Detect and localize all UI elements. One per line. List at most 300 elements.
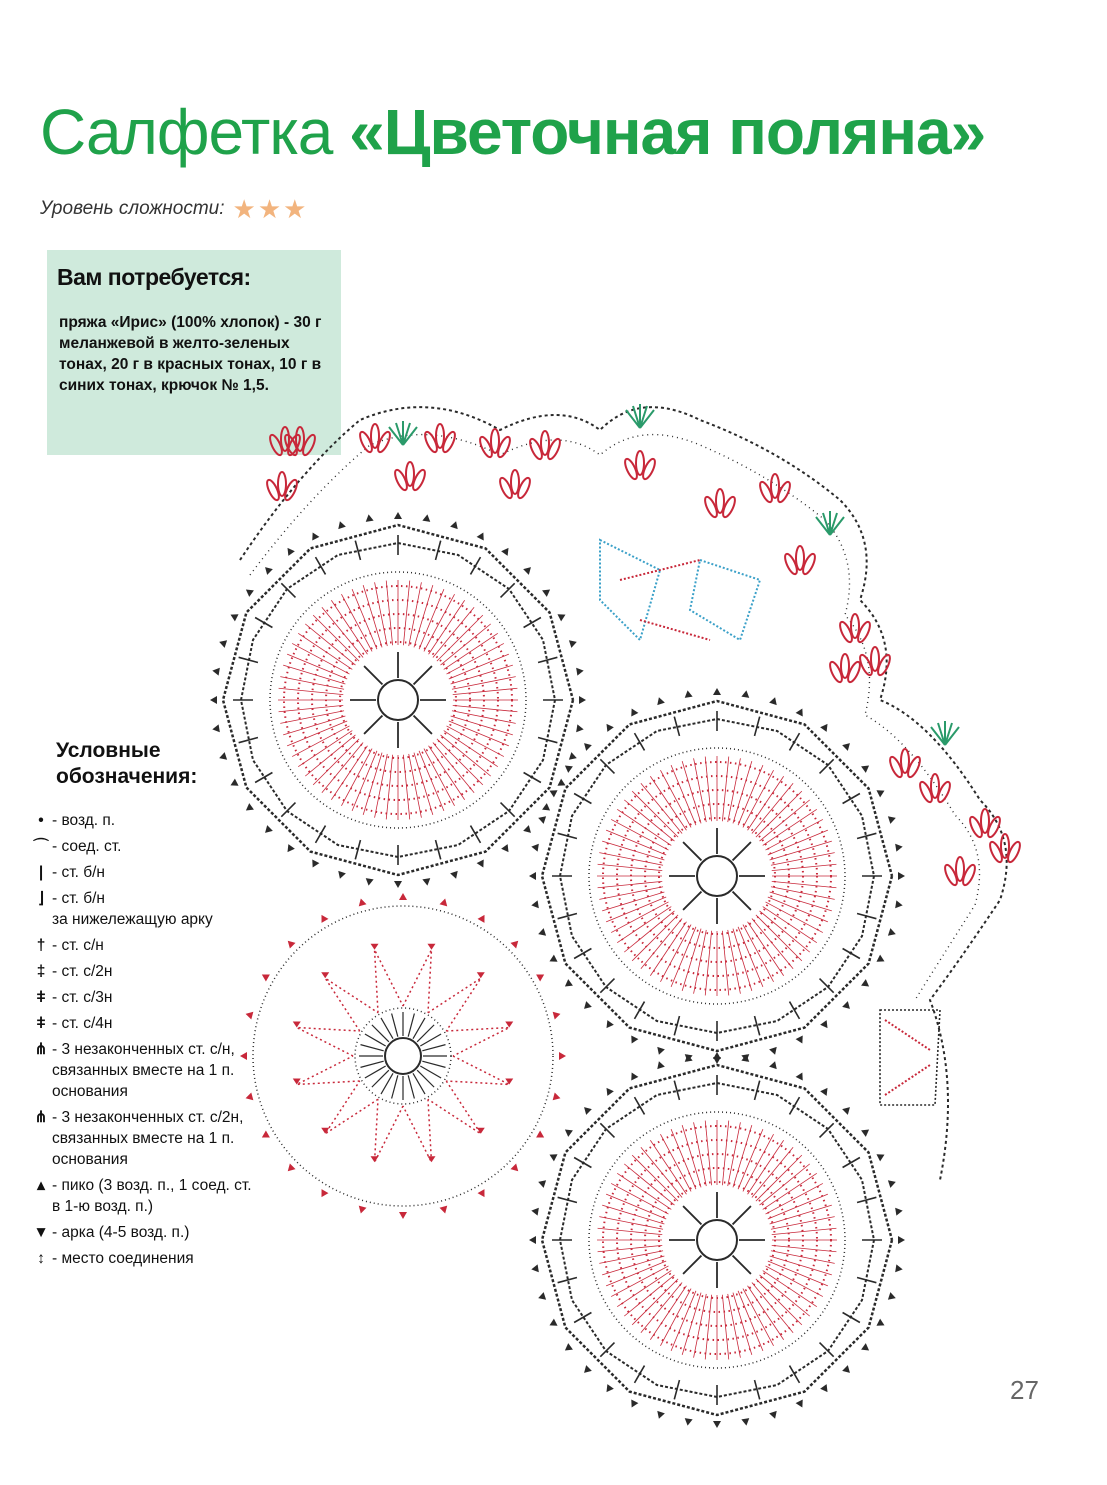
picot-mark — [861, 765, 869, 772]
stitch-mark — [305, 735, 355, 776]
stitch-mark — [574, 1313, 591, 1323]
picot-mark — [501, 844, 508, 852]
stitch-mark — [408, 1075, 414, 1098]
stitch-mark — [441, 624, 491, 665]
picot-mark — [631, 708, 638, 716]
stitch-mark — [409, 582, 422, 646]
picot-mark — [523, 567, 531, 575]
picot-mark — [265, 825, 273, 833]
picot-mark — [510, 941, 518, 949]
stitch-mark — [760, 911, 810, 952]
stitch-mark — [772, 881, 837, 887]
flower-stitch — [393, 462, 428, 492]
stitch-mark — [313, 739, 359, 785]
stitch-mark — [558, 833, 577, 838]
stitch-mark — [364, 666, 382, 684]
stitch-mark — [403, 755, 409, 820]
stitch-mark — [598, 1228, 663, 1234]
legend-text: - соед. ст. — [52, 838, 122, 855]
stitch-mark — [355, 840, 360, 859]
motif-center — [385, 1038, 421, 1074]
picot-mark — [820, 1384, 827, 1392]
picot-mark — [536, 975, 544, 982]
stitch-mark — [635, 1366, 645, 1383]
stitch-mark — [624, 911, 674, 952]
stitch-mark — [760, 1164, 810, 1205]
stitch-mark — [772, 864, 837, 870]
picot-mark — [549, 955, 557, 962]
stitch-mark — [632, 915, 678, 961]
stitch-mark — [452, 711, 516, 724]
legend-item — [30, 935, 255, 956]
picot-mark — [531, 900, 539, 908]
stitch-mark — [392, 1075, 398, 1098]
flower-motif — [210, 512, 586, 888]
stitch-mark — [386, 581, 392, 646]
legend-text: - ст. с/4н — [52, 1015, 113, 1032]
stitch-mark — [403, 1099, 431, 1162]
picot-mark — [769, 1047, 777, 1055]
stitch-mark — [524, 773, 541, 783]
flower-stitch — [783, 546, 818, 576]
materials-heading: Вам потребуется: — [57, 264, 251, 290]
stitch-mark — [790, 1002, 800, 1019]
picot-mark — [565, 1129, 573, 1136]
stitch-mark — [690, 560, 760, 640]
legend-item — [30, 1039, 255, 1102]
stitch-mark — [600, 540, 660, 640]
picot-mark — [399, 1212, 407, 1219]
picot-mark — [842, 1365, 850, 1373]
picot-mark — [796, 708, 803, 716]
lace-border — [250, 435, 980, 1000]
stitch-mark — [325, 978, 378, 1031]
cluster-tr-icon: ⋔ — [34, 1109, 48, 1126]
picot-mark — [230, 614, 238, 621]
picot-mark — [422, 878, 430, 886]
stitch-mark — [599, 1251, 663, 1264]
picot-mark — [606, 1020, 613, 1028]
legend-item — [30, 1107, 255, 1170]
picot-mark — [579, 696, 586, 704]
picot-mark — [576, 668, 584, 676]
picot-mark — [898, 1236, 905, 1244]
picot-mark — [477, 972, 485, 978]
stitch-mark — [446, 1028, 509, 1056]
legend-item — [30, 810, 255, 831]
stitch-mark — [790, 1097, 800, 1114]
flower-stitch — [838, 614, 873, 644]
picot-mark — [288, 1163, 296, 1171]
stitch-mark — [641, 783, 682, 833]
picot-mark — [338, 871, 346, 879]
picot-mark — [538, 1292, 546, 1300]
butterfly-motif — [600, 540, 760, 640]
stitch-mark — [422, 1061, 445, 1067]
picot-mark — [549, 1319, 557, 1326]
picot-mark — [536, 1131, 544, 1138]
picot-mark — [657, 1411, 665, 1419]
picot-mark — [685, 690, 693, 698]
picot-mark — [529, 1236, 536, 1244]
stitch-mark — [524, 618, 541, 628]
legend-item — [30, 862, 255, 883]
stitch-mark — [790, 1366, 800, 1383]
stitch-mark — [843, 949, 860, 959]
picot-mark — [842, 1107, 850, 1115]
picot-mark — [713, 688, 721, 695]
stitch-mark — [674, 1016, 679, 1035]
stitch-mark — [733, 892, 751, 910]
materials-text: пряжа «Ирис» (100% хлопок) - 30 г меланжевой в желто-зеленых тонах, 20 г в красных тонах, 10 г в синих тонах, крючок № 1,5. — [59, 314, 322, 394]
picot-mark — [876, 1154, 884, 1161]
stitch-mark — [694, 930, 707, 994]
picot-mark — [876, 955, 884, 962]
stitch-mark — [728, 930, 741, 994]
motif-center — [697, 1220, 737, 1260]
picot-mark — [685, 1418, 693, 1426]
stitch-mark — [624, 1275, 674, 1316]
picot-mark — [371, 944, 379, 950]
stitch-mark — [722, 1295, 728, 1360]
flower-stitch — [828, 654, 863, 684]
picot-mark — [895, 844, 903, 852]
stitch-mark — [392, 1013, 398, 1036]
legend-item — [30, 1013, 255, 1034]
picot-mark — [478, 1189, 485, 1197]
picot-mark — [584, 1365, 592, 1373]
picot-mark — [505, 1022, 513, 1028]
stitch-mark — [756, 915, 802, 961]
picot-mark — [557, 614, 565, 621]
butterfly-motif — [880, 1010, 940, 1105]
picot-mark — [450, 521, 458, 529]
picot-mark — [842, 743, 850, 751]
stitch-mark — [880, 1010, 940, 1105]
legend-item — [30, 961, 255, 982]
stitch-mark — [733, 1256, 751, 1274]
stitch-mark — [771, 887, 835, 900]
stitch-mark — [574, 794, 591, 804]
picot-mark — [584, 743, 592, 751]
picot-mark — [557, 779, 565, 786]
legend — [30, 738, 255, 1274]
legend-text: - ст. с/2н — [52, 963, 113, 980]
stitch-mark — [471, 557, 481, 574]
triple-treble-icon: ǂ — [36, 1015, 46, 1032]
stitch-mark — [574, 1158, 591, 1168]
stitch-mark — [885, 1020, 930, 1095]
picot-mark — [606, 1088, 613, 1096]
picot-mark — [741, 690, 749, 698]
picot-mark — [820, 1020, 827, 1028]
picot-mark — [569, 640, 577, 648]
legend-text: - место соединения — [52, 1250, 194, 1267]
stitch-mark — [316, 826, 326, 843]
legend-text: - 3 незаконченных ст. с/н, связанных вместе на 1 п. основания — [52, 1041, 235, 1100]
picot-mark — [713, 1052, 721, 1059]
stitch-mark — [760, 1275, 810, 1316]
picot-mark — [861, 1343, 869, 1350]
stitch-mark — [325, 1081, 378, 1134]
picot-mark — [219, 640, 227, 648]
flower-stitch — [478, 429, 513, 459]
picot-mark — [322, 1189, 329, 1197]
difficulty-label: Уровень сложности: — [40, 198, 225, 219]
stitch-mark — [857, 914, 876, 919]
stitch-mark — [752, 919, 793, 969]
fan-stitch — [816, 511, 844, 535]
picot-mark — [861, 1129, 869, 1136]
stitch-mark — [771, 853, 835, 866]
picot-mark — [287, 548, 294, 556]
legend-text: - ст. с/н — [52, 937, 104, 954]
stitch-mark — [733, 1206, 751, 1224]
stitch-mark — [297, 1056, 360, 1084]
picot-mark — [394, 881, 402, 888]
flower-stitch — [943, 857, 978, 887]
picot-mark — [538, 928, 546, 936]
legend-text: - 3 незаконченных ст. с/2н, связанных вместе на 1 п. основания — [52, 1109, 244, 1168]
picot-mark — [531, 844, 539, 852]
stitch-mark — [375, 754, 388, 818]
picot-mark — [359, 899, 367, 907]
page-number: 27 — [1010, 1375, 1039, 1405]
legend-text: - арка (4-5 возд. п.) — [52, 1224, 190, 1241]
picot-mark — [450, 871, 458, 879]
picot-mark — [399, 893, 407, 900]
legend-text: - ст. б/н за нижележащую арку — [52, 890, 213, 928]
picot-mark — [888, 1292, 896, 1300]
stitch-mark — [632, 1279, 678, 1325]
picot-mark — [366, 878, 374, 886]
stitch-mark — [437, 739, 483, 785]
stitch-mark — [843, 1158, 860, 1168]
flower-stitch — [703, 489, 738, 519]
legend-item — [30, 836, 255, 857]
stitch-mark — [428, 978, 481, 1031]
legend-item — [30, 987, 255, 1008]
stitch-mark — [297, 1028, 360, 1056]
picot-mark — [631, 1072, 638, 1080]
stitch-mark — [790, 733, 800, 750]
picot-mark — [246, 589, 254, 596]
stitch-mark — [760, 800, 810, 841]
stitch-mark — [409, 754, 422, 818]
stitch-mark — [705, 1121, 711, 1186]
picot-mark — [796, 1035, 803, 1043]
picot-mark — [553, 1093, 561, 1101]
stitch-mark — [574, 949, 591, 959]
flower-stitch — [968, 809, 1003, 839]
cluster-dc-icon: ⋔ — [34, 1041, 48, 1058]
motif-center — [378, 680, 418, 720]
double-treble-icon: ǂ — [36, 989, 46, 1006]
stitch-mark — [752, 1283, 793, 1333]
stitch-mark — [279, 705, 344, 711]
stitch-mark — [414, 716, 432, 734]
picot-mark — [657, 697, 665, 705]
picot-mark — [262, 1131, 270, 1138]
stitch-mark — [446, 1056, 509, 1084]
picot-mark — [769, 1061, 777, 1069]
picot-mark — [542, 589, 550, 596]
stitch-mark — [694, 758, 707, 822]
stitch-mark — [433, 743, 474, 793]
picot-mark — [606, 724, 613, 732]
picot-mark — [477, 1128, 485, 1134]
picot-mark — [288, 941, 296, 949]
stitch-mark — [408, 1013, 414, 1036]
border-layer — [240, 404, 1022, 1180]
picot-mark — [559, 1052, 566, 1060]
stitch-mark — [843, 1313, 860, 1323]
picot-mark — [895, 1264, 903, 1272]
stitch-mark — [441, 735, 491, 776]
picot-mark — [501, 548, 508, 556]
picot-icon: ▴ — [37, 1177, 45, 1194]
picot-mark — [321, 1128, 329, 1134]
stitch-mark — [705, 931, 711, 996]
stitch-mark — [364, 716, 382, 734]
picot-mark — [895, 900, 903, 908]
stitch-mark — [756, 1279, 802, 1325]
stitch-mark — [471, 826, 481, 843]
picot-mark — [569, 752, 577, 760]
flower-stitch — [528, 431, 563, 461]
picot-mark — [440, 899, 448, 907]
picot-mark — [529, 872, 536, 880]
stitch-mark — [771, 1217, 835, 1230]
lace-border — [240, 407, 1007, 1180]
stitch-mark — [453, 705, 518, 711]
stitch-mark — [733, 842, 751, 860]
stitch-mark — [635, 1002, 645, 1019]
treble-crochet-icon: ‡ — [36, 963, 46, 980]
stitch-mark — [403, 950, 431, 1013]
picot-mark — [631, 1035, 638, 1043]
stitch-mark — [322, 607, 363, 657]
picot-mark — [576, 724, 584, 732]
chain-stitch-icon: • — [38, 812, 44, 829]
picot-mark — [861, 979, 869, 986]
stitch-mark — [755, 1081, 760, 1100]
legend-text: - ст. б/н — [52, 864, 105, 881]
picot-mark — [293, 1022, 301, 1028]
title-bold: «Цветочная поляна» — [349, 96, 986, 168]
stitch-mark — [641, 1147, 682, 1197]
fan-stitch — [389, 421, 417, 445]
stitch-mark — [375, 1099, 403, 1162]
stitch-mark — [453, 688, 518, 694]
picot-mark — [565, 979, 573, 986]
flower-stitch — [758, 474, 793, 504]
picot-mark — [796, 1072, 803, 1080]
stitch-mark — [280, 711, 344, 724]
stitch-mark — [255, 618, 272, 628]
picot-mark — [321, 972, 329, 978]
stitch-mark — [386, 755, 392, 820]
picot-mark — [262, 975, 270, 982]
picot-mark — [287, 844, 294, 852]
stitch-mark — [599, 853, 663, 866]
single-crochet-arch-icon: ⌋ — [37, 890, 45, 907]
stitch-mark — [375, 950, 403, 1013]
stitch-mark — [635, 1097, 645, 1114]
picot-mark — [542, 803, 550, 810]
motif-layer — [210, 512, 905, 1428]
stitch-mark — [598, 1245, 663, 1251]
stitch-mark — [857, 1278, 876, 1283]
legend-item — [30, 888, 255, 930]
picot-mark — [427, 1156, 435, 1162]
picot-mark — [538, 1180, 546, 1188]
stitch-mark — [316, 557, 326, 574]
picot-mark — [888, 816, 896, 824]
stitch-mark — [255, 773, 272, 783]
star-motif — [240, 893, 566, 1219]
stitch-mark — [674, 1380, 679, 1399]
stitch-mark — [239, 657, 258, 662]
stitch-mark — [538, 738, 557, 743]
picot-mark — [212, 724, 220, 732]
stitch-mark — [694, 1122, 707, 1186]
picot-mark — [394, 512, 402, 519]
stitch-mark — [436, 541, 441, 560]
picot-mark — [606, 1384, 613, 1392]
picot-mark — [657, 1047, 665, 1055]
picot-mark — [212, 668, 220, 676]
picot-mark — [713, 1421, 721, 1428]
picot-mark — [422, 514, 430, 522]
stitch-mark — [620, 560, 710, 640]
star-icon: ★ — [232, 194, 256, 224]
picot-mark — [769, 697, 777, 705]
stitch-mark — [414, 666, 432, 684]
picot-mark — [359, 1206, 367, 1214]
picot-mark — [584, 1001, 592, 1009]
stitch-mark — [728, 1294, 741, 1358]
star-icon: ★ — [283, 194, 307, 224]
picot-mark — [477, 859, 484, 867]
picot-mark — [477, 532, 484, 540]
join-point-icon: ↕ — [37, 1250, 45, 1267]
picot-mark — [322, 915, 329, 923]
stitch-mark — [683, 892, 701, 910]
picot-mark — [312, 532, 319, 540]
single-crochet-icon: | — [38, 864, 44, 881]
stitch-mark — [422, 1045, 445, 1051]
stitch-mark — [360, 1061, 383, 1067]
picot-mark — [366, 514, 374, 522]
legend-item — [30, 1175, 255, 1217]
legend-heading: Условные обозначения: — [56, 739, 198, 788]
flower-stitch — [888, 749, 923, 779]
stitch-mark — [403, 581, 409, 646]
arch-icon: ▼ — [33, 1224, 49, 1241]
stitch-mark — [279, 688, 344, 694]
picot-mark — [538, 816, 546, 824]
legend-text: - возд. п. — [52, 812, 116, 829]
stitch-mark — [722, 757, 728, 822]
stitch-mark — [843, 794, 860, 804]
stitch-mark — [599, 887, 663, 900]
picot-mark — [888, 1180, 896, 1188]
flower-stitch — [623, 451, 658, 481]
flower-motif — [529, 688, 905, 1064]
double-crochet-icon: † — [36, 937, 46, 954]
stitch-mark — [772, 1228, 837, 1234]
